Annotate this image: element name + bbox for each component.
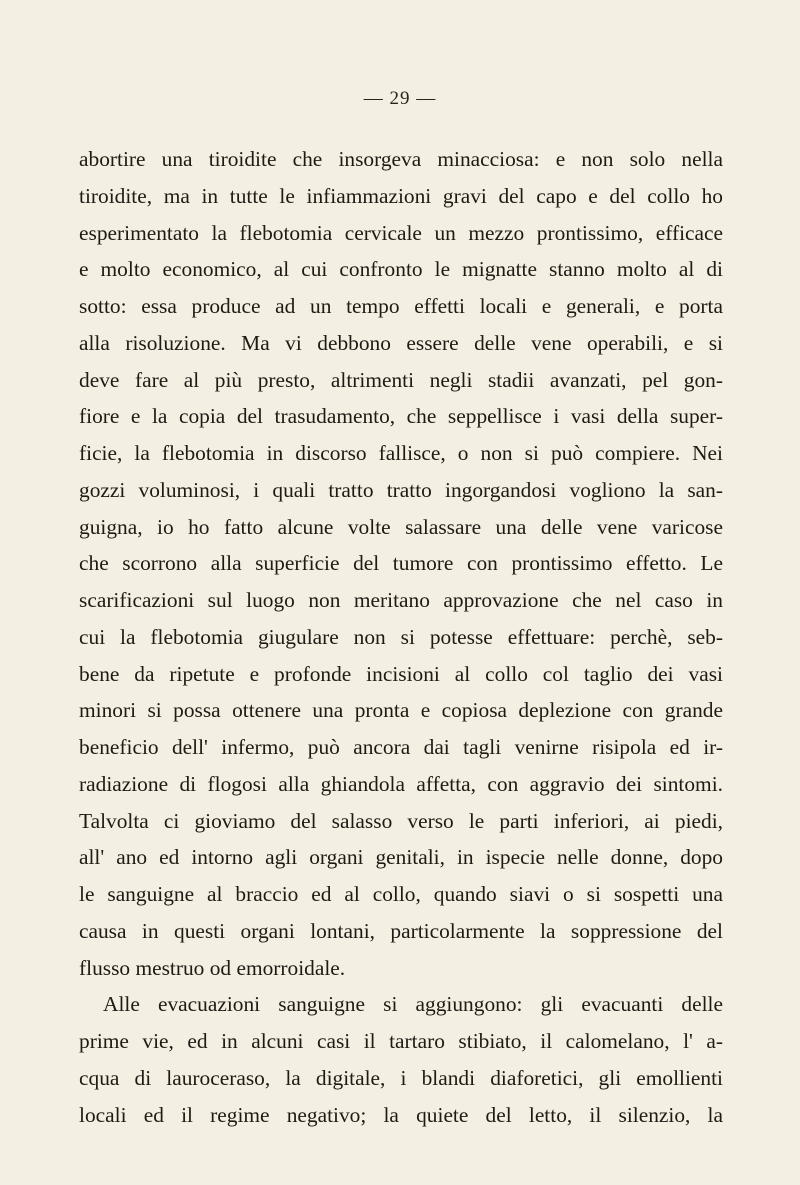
text-line: cui la flebotomia giugulare non si potesse effettuare: perchè, seb-: [79, 624, 723, 649]
body-text: [79, 141, 723, 1133]
text-line: deve fare al più presto, altrimenti negli stadii avanzati, pel gon-: [79, 367, 723, 392]
text-line: bene da ripetute e profonde incisioni al collo col taglio dei vasi: [79, 661, 723, 686]
text-line: fiore e la copia del trasudamento, che seppellisce i vasi della super-: [79, 404, 723, 429]
text-line: alla risoluzione. Ma vi debbono essere delle vene operabili, e si: [79, 330, 723, 355]
text-line: esperimentato la flebotomia cervicale un mezzo prontissimo, efficace: [79, 220, 723, 245]
text-line: Alle evacuazioni sanguigne si aggiungono: gli evacuanti delle: [103, 992, 723, 1017]
text-line: Talvolta ci gioviamo del salasso verso le parti inferiori, ai piedi,: [79, 808, 723, 833]
text-line: cqua di lauroceraso, la digitale, i blandi diaforetici, gli emollienti: [79, 1065, 723, 1090]
text-line: beneficio dell' infermo, può ancora dai tagli venirne risipola ed ir-: [79, 735, 723, 759]
text-line: prime vie, ed in alcuni casi il tartaro stibiato, il calomelano, l' a-: [79, 1029, 723, 1053]
text-line: scarificazioni sul luogo non meritano approvazione che nel caso in: [79, 588, 723, 612]
page-number: — 29 —: [363, 88, 437, 109]
text-line: sotto: essa produce ad un tempo effetti locali e generali, e porta: [79, 294, 723, 318]
text-line: all' ano ed intorno agli organi genitali, in ispecie nelle donne, dopo: [79, 845, 723, 870]
text-line: ficie, la flebotomia in discorso fallisce, o non si può compiere. Nei: [79, 441, 723, 465]
text-line: guigna, io ho fatto alcune volte salassare una delle vene varicose: [79, 514, 723, 539]
text-line: minori si possa ottenere una pronta e copiosa deplezione con grande: [79, 698, 723, 723]
text-line: le sanguigne al braccio ed al collo, quando siavi o si sospetti una: [79, 882, 723, 906]
text-line: che scorrono alla superficie del tumore con prontissimo effetto. Le: [79, 551, 723, 576]
text-line: causa in questi organi lontani, particolarmente la soppressione del: [79, 918, 723, 943]
text-line: radiazione di flogosi alla ghiandola affetta, con aggravio dei sintomi.: [79, 771, 723, 796]
text-line: abortire una tiroidite che insorgeva minacciosa: e non solo nella: [79, 147, 723, 171]
text-line: gozzi voluminosi, i quali tratto tratto ingorgandosi vogliono la san-: [79, 477, 723, 502]
text-line: tiroidite, ma in tutte le infiammazioni gravi del capo e del collo ho: [79, 183, 723, 208]
text-line: locali ed il regime negativo; la quiete del letto, il silenzio, la: [79, 1102, 723, 1127]
text-line: e molto economico, al cui confronto le mignatte stanno molto al di: [79, 257, 723, 282]
text-line: flusso mestruo od emorroidale.: [79, 955, 346, 980]
